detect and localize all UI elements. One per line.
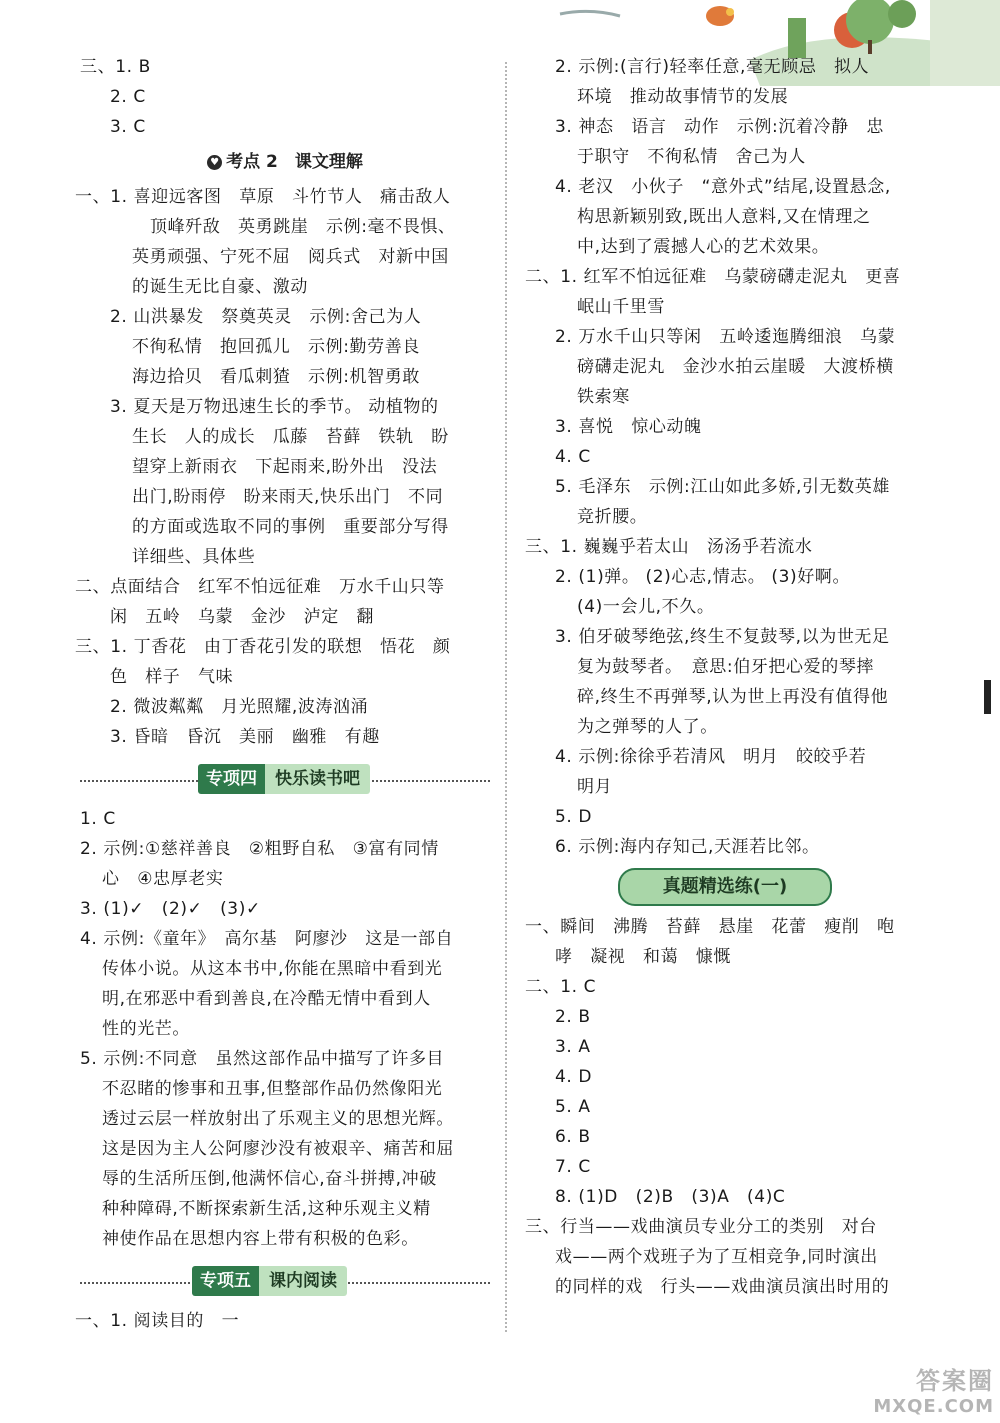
answer-line: 中,达到了震撼人心的艺术效果。 [577, 237, 830, 257]
answer-line: 4. 示例:《童年》 高尔基 阿廖沙 这是一部自 [80, 929, 454, 949]
answer-line: 英勇顽强、宁死不屈 阅兵式 对新中国 [132, 247, 449, 267]
answer-line: 2. 微波粼粼 月光照耀,波涛汹涌 [110, 697, 369, 717]
answer-line: 传体小说。从这本书中,你能在黑暗中看到光 [102, 959, 443, 979]
answer-line: 复为鼓琴者。 意思:伯牙把心爱的琴摔 [577, 657, 875, 677]
answer-line: 5. 毛泽东 示例:江山如此多娇,引无数英雄 [555, 477, 890, 497]
answer-line: 的方面或选取不同的事例 重要部分写得 [132, 517, 449, 537]
banner-title: 课内阅读 [259, 1266, 347, 1296]
answer-line: 5. D [555, 807, 593, 827]
answer-line: 岷山千里雪 [577, 297, 665, 317]
page-edge-marker [984, 680, 991, 714]
answer-line: 戏——两个戏班子为了互相竞争,同时演出 [555, 1247, 878, 1267]
answer-line: 海边拾贝 看瓜刺猹 示例:机智勇敢 [132, 367, 420, 387]
banner-title: 快乐读书吧 [265, 764, 370, 794]
answer-line: 三、行当——戏曲演员专业分工的类别 对台 [525, 1217, 877, 1237]
answer-line: 8. (1)D (2)B (3)A (4)C [555, 1187, 786, 1207]
answer-line: 一、1. 阅读目的 一 [75, 1311, 240, 1331]
answer-line: 环境 推动故事情节的发展 [577, 87, 789, 107]
column-divider [505, 62, 507, 1332]
answer-line: 三、1. 丁香花 由丁香花引发的联想 悟花 颜 [75, 637, 451, 657]
answer-line: 构思新颖别致,既出人意料,又在情理之 [577, 207, 871, 227]
answer-line: 一、瞬间 沸腾 苔藓 悬崖 花蕾 瘦削 咆 [525, 917, 895, 937]
answer-line: 的同样的戏 行头——戏曲演员演出时用的 [555, 1277, 890, 1297]
answer-line: 闲 五岭 乌蒙 金沙 泸定 翻 [110, 607, 374, 627]
section-banner [80, 758, 490, 804]
answer-line: 2. B [555, 1007, 591, 1027]
answer-line: 竞折腰。 [577, 507, 648, 527]
answer-line: 三、1. 巍巍乎若太山 汤汤乎若流水 [525, 537, 813, 557]
answer-line: 这是因为主人公阿廖沙没有被艰辛、痛苦和屈 [102, 1139, 454, 1159]
answer-line: 4. D [555, 1067, 593, 1087]
answer-line: 2. C [110, 87, 146, 107]
answer-line: 望穿上新雨衣 下起雨来,盼外出 没法 [132, 457, 438, 477]
answer-line: 生长 人的成长 瓜藤 苔藓 铁轨 盼 [132, 427, 449, 447]
answer-line: 2. 示例:(言行)轻率任意,毫无顾忌 拟人 [555, 57, 870, 77]
answer-line: 不忍睹的惨事和丑事,但整部作品仍然像阳光 [102, 1079, 443, 1099]
banner-number: 专项四 [198, 764, 265, 794]
answer-line: 于职守 不徇私情 舍己为人 [577, 147, 806, 167]
section-heading [80, 142, 490, 182]
answer-line: 3. 神态 语言 动作 示例:沉着冷静 忠 [555, 117, 884, 137]
answer-line: (4)一会儿,不久。 [577, 597, 715, 617]
answer-line: 4. 老汉 小伙子 “意外式”结尾,设置悬念, [555, 177, 891, 197]
answer-line: 二、点面结合 红军不怕远征难 万水千山只等 [75, 577, 445, 597]
answer-line: 出门,盼雨停 盼来雨天,快乐出门 不同 [132, 487, 444, 507]
heart-icon: ♥ [207, 155, 222, 170]
answer-line: 辱的生活所压倒,他满怀信心,奋斗拼搏,冲破 [102, 1169, 437, 1189]
answer-line: 6. B [555, 1127, 591, 1147]
answer-line: 3. A [555, 1037, 591, 1057]
answer-line: 顶峰歼敌 英勇跳崖 示例:毫不畏惧、 [150, 217, 456, 237]
answer-line: 明,在邪恶中看到善良,在冷酷无情中看到人 [102, 989, 431, 1009]
section-banner [80, 1260, 490, 1306]
answer-line: 3. (1)✓ (2)✓ (3)✓ [80, 899, 261, 919]
answer-line: 1. C [80, 809, 116, 829]
answer-line: 的诞生无比自豪、激动 [132, 277, 308, 297]
answer-line: 3. 夏天是万物迅速生长的季节。 动植物的 [110, 397, 439, 417]
answer-line: 透过云层一样放射出了乐观主义的思想光辉。 [102, 1109, 454, 1129]
section-heading-text: 考点 2 课文理解 [226, 152, 363, 172]
answer-line: 4. C [555, 447, 591, 467]
answer-line: 5. 示例:不同意 虽然这部作品中描写了许多目 [80, 1049, 445, 1069]
answer-line: 3. 喜悦 惊心动魄 [555, 417, 702, 437]
answer-line: 5. A [555, 1097, 591, 1117]
answer-line: 三、1. B [80, 57, 151, 77]
answer-line: 磅礴走泥丸 金沙水拍云崖暖 大渡桥横 [577, 357, 894, 377]
answer-line: 哮 凝视 和蔼 慷慨 [555, 947, 731, 967]
answer-line: 铁索寒 [577, 387, 630, 407]
answer-line: 为之弹琴的人了。 [577, 717, 718, 737]
answer-line: 7. C [555, 1157, 591, 1177]
answer-line: 2. 山洪暴发 祭奠英灵 示例:舍己为人 [110, 307, 422, 327]
answer-line: 3. C [110, 117, 146, 137]
banner-number: 专项五 [192, 1266, 259, 1296]
answer-line: 6. 示例:海内存知己,天涯若比邻。 [555, 837, 820, 857]
answer-line: 色 样子 气味 [110, 667, 234, 687]
right-column [525, 52, 925, 1302]
answer-line: 心 ④忠厚老实 [102, 869, 224, 889]
answer-line: 神使作品在思想内容上带有积极的色彩。 [102, 1229, 419, 1249]
left-column [75, 52, 490, 1336]
answer-line: 3. 昏暗 昏沉 美丽 幽雅 有趣 [110, 727, 380, 747]
exam-section-title: 真题精选练(一) [618, 868, 832, 906]
answer-line: 2. 万水千山只等闲 五岭逶迤腾细浪 乌蒙 [555, 327, 896, 347]
answer-line: 详细些、具体些 [132, 547, 256, 567]
watermark [873, 1361, 994, 1417]
answer-line: 种种障碍,不断探索新生活,这种乐观主义精 [102, 1199, 431, 1219]
answer-line: 2. (1)弹。 (2)心志,情志。 (3)好啊。 [555, 567, 851, 587]
answer-line: 3. 伯牙破琴绝弦,终生不复鼓琴,以为世无足 [555, 627, 890, 647]
answer-line: 2. 示例:①慈祥善良 ②粗野自私 ③富有同情 [80, 839, 439, 859]
banner-tag [198, 764, 370, 794]
answer-line: 二、1. 红军不怕远征难 乌蒙磅礴走泥丸 更喜 [525, 267, 901, 287]
banner-tag [192, 1266, 347, 1296]
watermark-url: MXQE.COM [873, 1396, 994, 1417]
answer-line: 性的光芒。 [102, 1019, 190, 1039]
answer-line: 明月 [577, 777, 613, 797]
answer-line: 碎,终生不再弹琴,认为世上再没有值得他 [577, 687, 889, 707]
watermark-text: 答案圈 [916, 1367, 994, 1395]
answer-line: 不徇私情 抱回孤儿 示例:勤劳善良 [132, 337, 420, 357]
answer-line: 二、1. C [525, 977, 597, 997]
answer-line: 4. 示例:徐徐乎若清风 明月 皎皎乎若 [555, 747, 867, 767]
answer-line: 一、1. 喜迎远客图 草原 斗竹节人 痛击敌人 [75, 187, 451, 207]
